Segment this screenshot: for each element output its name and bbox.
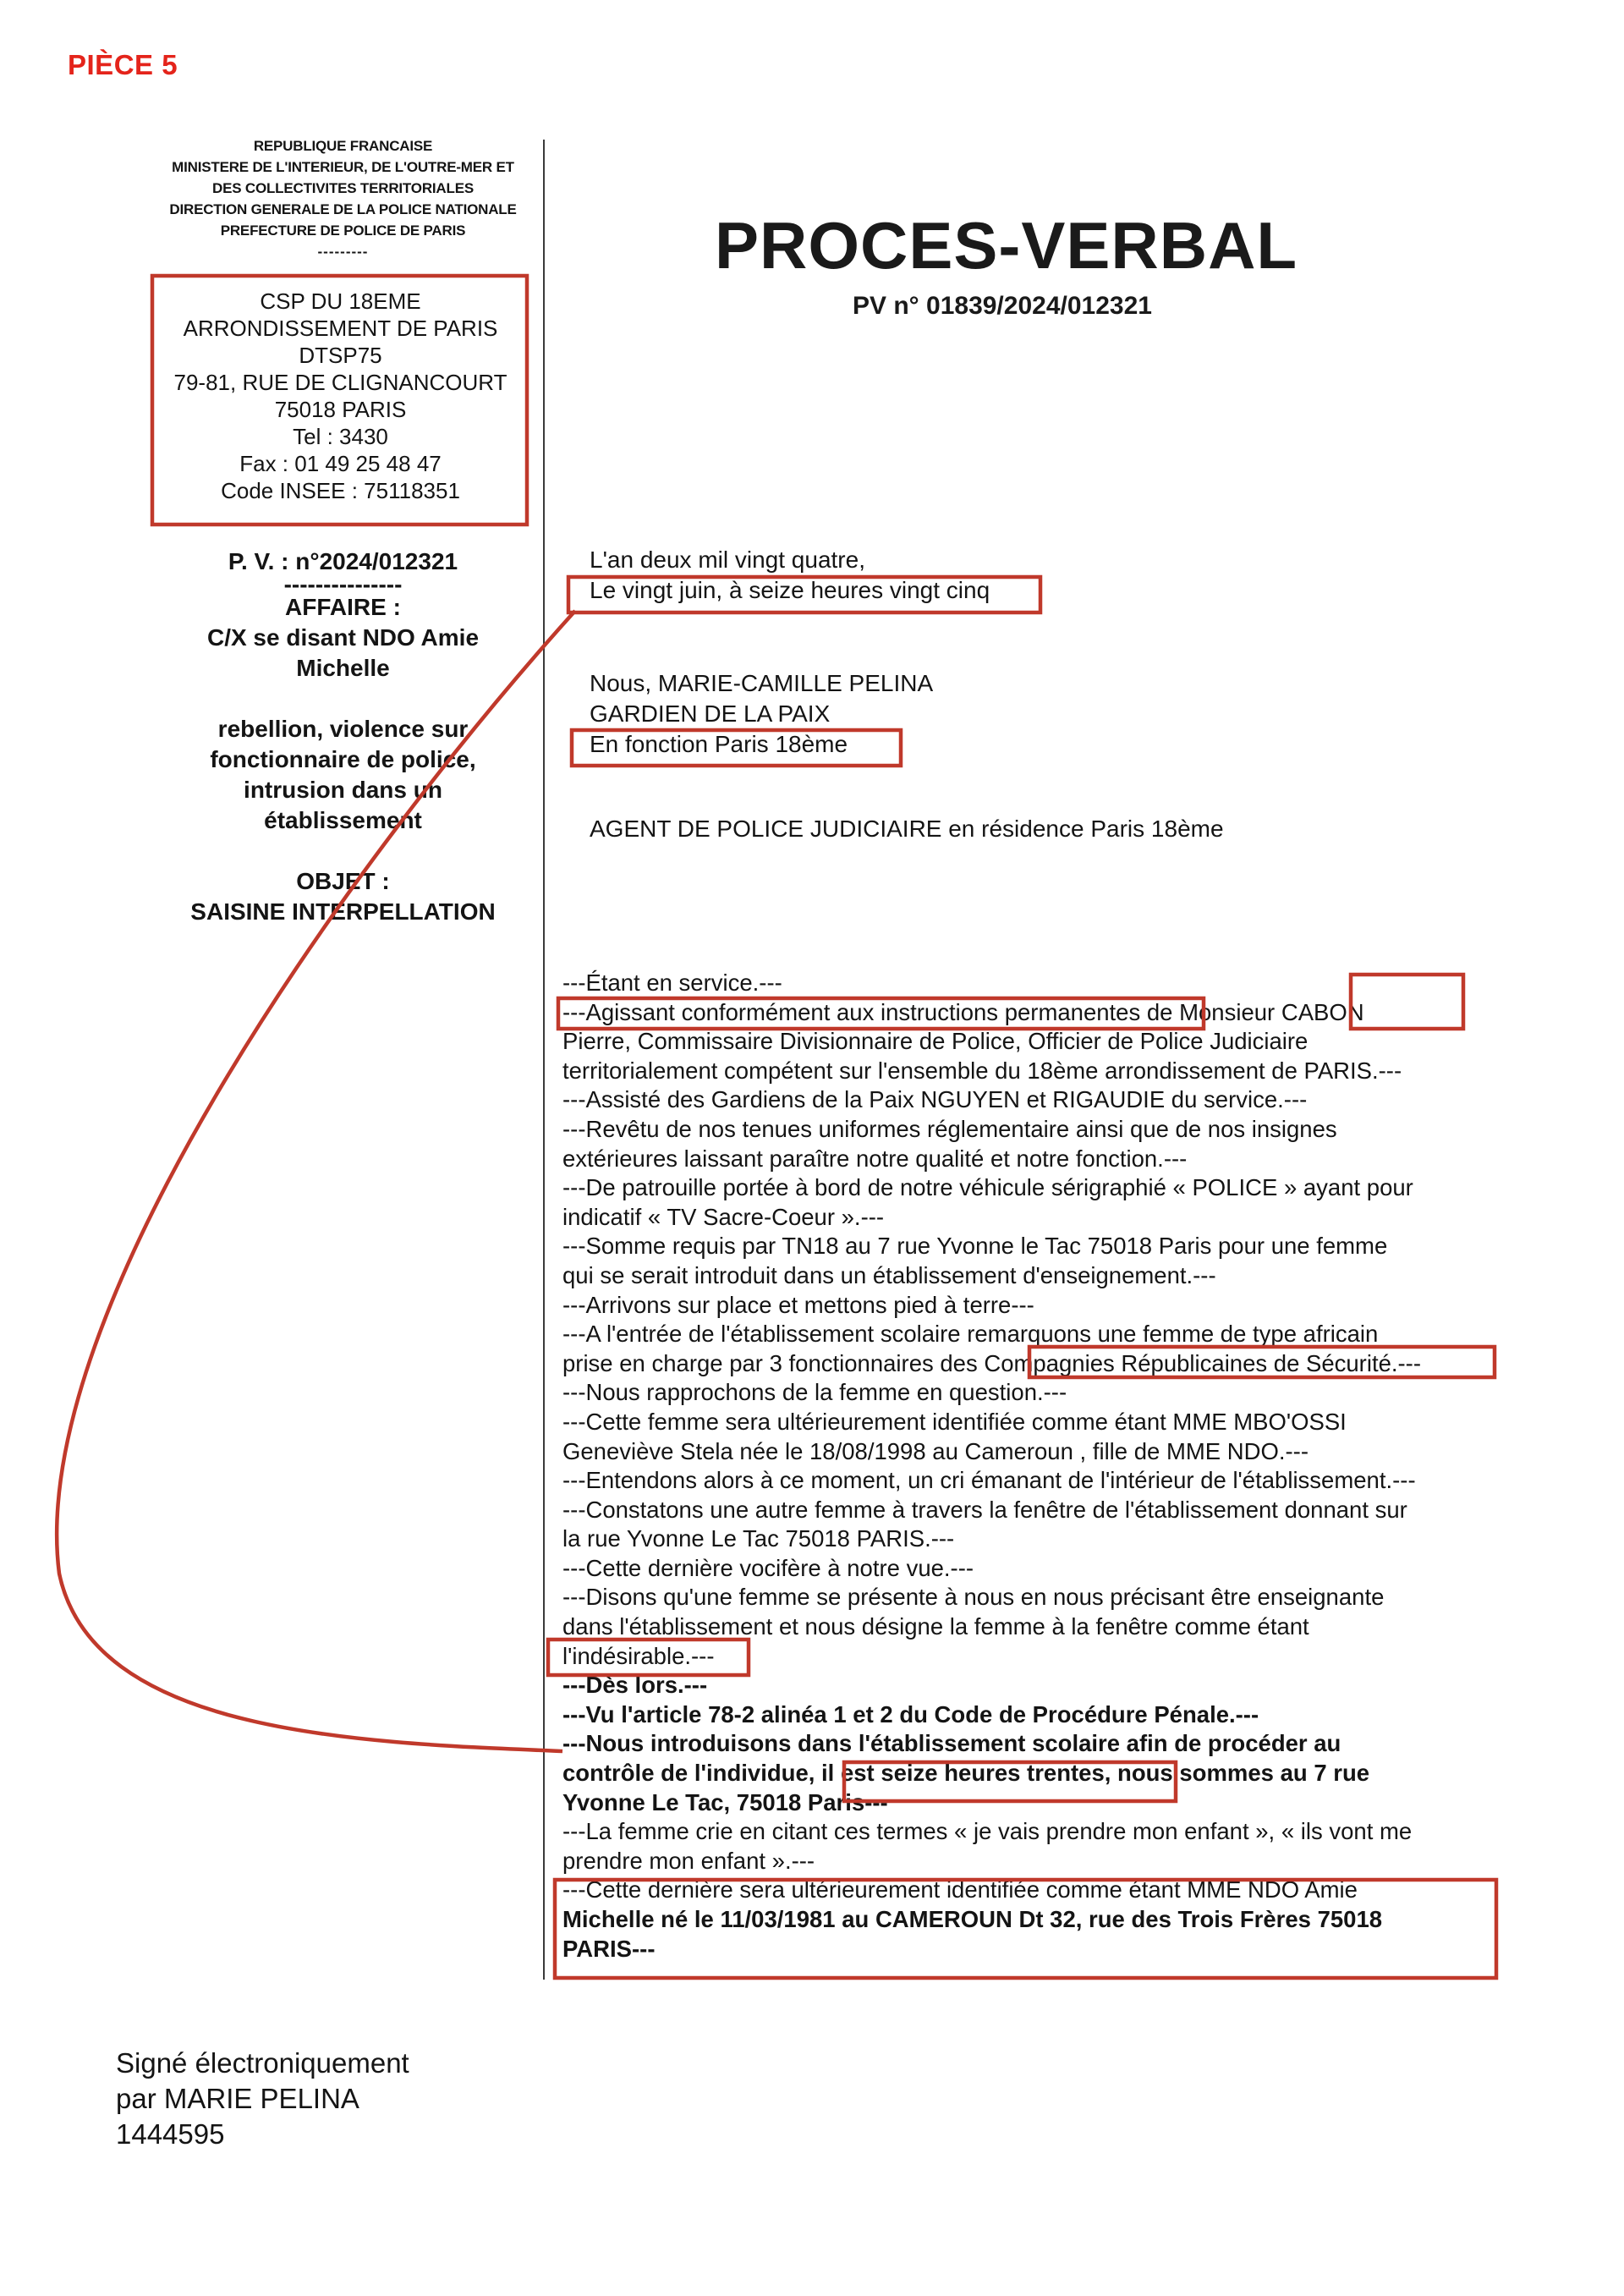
date-line: Le vingt juin, à seize heures vingt cinq: [590, 577, 990, 603]
report-line: ---Entendons alors à ce moment, un cri émanant de l'intérieur de l'établissement.---: [562, 1467, 1416, 1494]
office-line: CSP DU 18EME: [260, 288, 421, 314]
header-line: DES COLLECTIVITES TERRITORIALES: [212, 180, 474, 196]
signature-line: par MARIE PELINA: [116, 2083, 359, 2114]
report-line: prendre mon enfant ».---: [562, 1847, 815, 1874]
officer-line: Nous, MARIE-CAMILLE PELINA: [590, 670, 934, 696]
report-line: ---Disons qu'une femme se présente à nous en nous précisant être enseignante: [562, 1584, 1385, 1611]
office-address-block: [152, 288, 529, 504]
infraction-line: intrusion dans un: [244, 777, 442, 803]
header-separator: ---------: [317, 244, 369, 260]
report-line: ---Agissant conformément aux instructions permanentes de Monsieur CABON: [562, 998, 1364, 1025]
infraction-line: fonctionnaire de police,: [210, 746, 476, 772]
report-line: ---Revêtu de nos tenues uniformes réglementaire ainsi que de nos insignes: [562, 1115, 1337, 1142]
report-line: ---Constatons une autre femme à travers la fenêtre de l'établissement donnant sur: [562, 1496, 1407, 1523]
report-line: Yvonne Le Tac, 75018 Paris---: [562, 1788, 888, 1815]
signature-line: 1444595: [116, 2118, 225, 2150]
header-line: PREFECTURE DE POLICE DE PARIS: [220, 222, 466, 239]
date-line: L'an deux mil vingt quatre,: [590, 547, 865, 573]
affaire-label: AFFAIRE :: [285, 594, 401, 620]
report-line: Michelle né le 11/03/1981 au CAMEROUN Dt 32, rue des Trois Frères 75018: [562, 1906, 1383, 1932]
report-line: territorialement compétent sur l'ensemble du 18ème arrondissement de PARIS.---: [562, 1057, 1402, 1084]
report-line: ---Arrivons sur place et mettons pied à terre---: [562, 1291, 1034, 1318]
report-line: ---Cette dernière sera ultérieurement identifiée comme étant MME NDO Amie: [562, 1876, 1358, 1903]
report-line: ---De patrouille portée à bord de notre véhicule sérigraphié « POLICE » ayant pour: [562, 1174, 1413, 1201]
date-block: [590, 545, 990, 606]
report-line: ---Cette dernière vocifère à notre vue.---: [562, 1554, 974, 1581]
electronic-signature: [116, 2046, 409, 2152]
office-line: Code INSEE : 75118351: [221, 478, 460, 503]
report-line: ---Nous introduisons dans l'établissement scolaire afin de procéder au: [562, 1730, 1341, 1757]
infraction-line: rebellion, violence sur: [217, 716, 469, 742]
report-line: contrôle de l'individue, il est seize heures trentes, nous sommes au 7 rue: [562, 1760, 1370, 1787]
objet-label: OBJET :: [296, 868, 390, 894]
report-line: ---Assisté des Gardiens de la Paix NGUYEN et RIGAUDIE du service.---: [562, 1086, 1308, 1113]
report-line: indicatif « TV Sacre-Coeur ».---: [562, 1203, 885, 1230]
column-divider: [543, 140, 545, 1980]
report-line: prise en charge par 3 fonctionnaires des Compagnies Républicaines de Sécurité.---: [562, 1349, 1422, 1376]
header-line: REPUBLIQUE FRANCAISE: [253, 138, 433, 154]
report-line: ---La femme crie en citant ces termes « je vais prendre mon enfant », « ils vont me: [562, 1818, 1413, 1845]
report-line: qui se serait introduit dans un établissement d'enseignement.---: [562, 1261, 1216, 1288]
case-summary: [151, 547, 535, 927]
signature-line: Signé électroniquement: [116, 2047, 409, 2079]
officer-line: GARDIEN DE LA PAIX: [590, 700, 831, 727]
office-line: Fax : 01 49 25 48 47: [239, 451, 442, 476]
office-line: ARRONDISSEMENT DE PARIS: [183, 316, 498, 341]
pv-number: PV n° 01839/2024/012321: [853, 292, 1152, 320]
officer-block: [590, 668, 933, 760]
report-line: Geneviève Stela née le 18/08/1998 au Cameroun , fille de MME NDO.---: [562, 1437, 1309, 1464]
left-separator: ---------------: [283, 571, 403, 597]
report-line: dans l'établissement et nous désigne la femme à la fenêtre comme étant: [562, 1613, 1309, 1640]
header-line: MINISTERE DE L'INTERIEUR, DE L'OUTRE-MER ET: [172, 159, 514, 175]
pv-reference: P. V. : n°2024/012321: [228, 548, 458, 574]
report-line: ---Étant en service.---: [562, 969, 782, 996]
report-body: [562, 969, 1531, 1964]
report-line: la rue Yvonne Le Tac 75018 PARIS.---: [562, 1525, 955, 1552]
officer-line: En fonction Paris 18ème: [590, 731, 848, 757]
office-line: DTSP75: [299, 343, 382, 368]
infraction-line: établissement: [264, 807, 422, 833]
report-line: ---Dès lors.---: [562, 1672, 708, 1699]
office-line: Tel : 3430: [293, 424, 388, 449]
administrative-header: [151, 135, 535, 262]
report-line: ---Vu l'article 78-2 alinéa 1 et 2 du Code de Procédure Pénale.---: [562, 1700, 1259, 1727]
report-line: ---Nous rapprochons de la femme en question.---: [562, 1379, 1067, 1406]
report-line: PARIS---: [562, 1935, 656, 1962]
report-line: ---Somme requis par TN18 au 7 rue Yvonne le Tac 75018 Paris pour une femme: [562, 1233, 1388, 1260]
header-line: DIRECTION GENERALE DE LA POLICE NATIONALE: [169, 201, 517, 217]
affaire-line: C/X se disant NDO Amie: [206, 624, 480, 651]
affaire-line: Michelle: [296, 655, 390, 681]
objet-value: SAISINE INTERPELLATION: [190, 898, 496, 925]
document-title: PROCES-VERBAL: [715, 208, 1298, 283]
report-line: Pierre, Commissaire Divisionnaire de Police, Officier de Police Judiciaire: [562, 1028, 1309, 1055]
role-line: AGENT DE POLICE JUDICIAIRE en résidence Paris 18ème: [590, 816, 1224, 842]
report-line: l'indésirable.---: [562, 1642, 715, 1669]
piece-label: PIÈCE 5: [68, 49, 178, 80]
office-line: 79-81, RUE DE CLIGNANCOURT: [173, 370, 508, 395]
report-line: ---A l'entrée de l'établissement scolaire remarquons une femme de type africain: [562, 1321, 1379, 1348]
office-line: 75018 PARIS: [274, 397, 407, 422]
report-line: extérieures laissant paraître notre qualité et notre fonction.---: [562, 1145, 1188, 1172]
report-line: ---Cette femme sera ultérieurement identifiée comme étant MME MBO'OSSI: [562, 1408, 1347, 1435]
